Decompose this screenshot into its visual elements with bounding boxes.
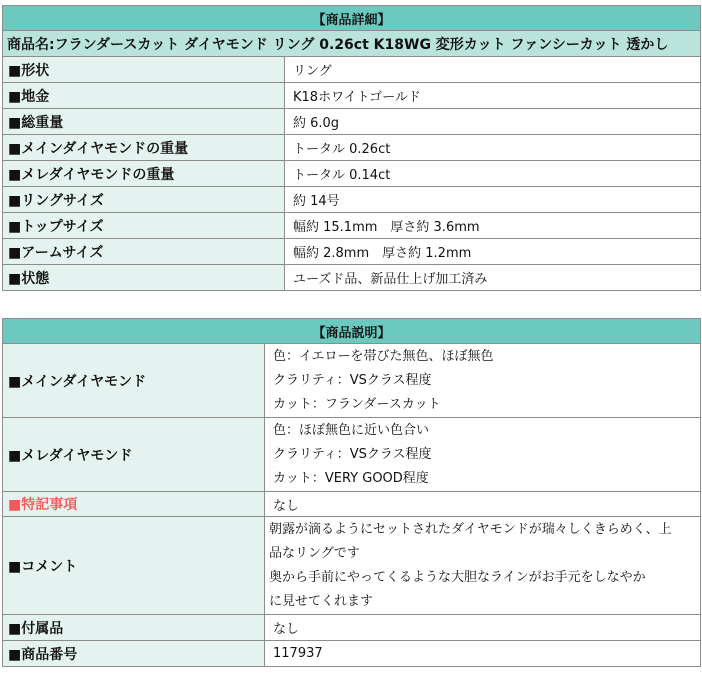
detail-label-ring-size: ■リングサイズ <box>3 187 285 213</box>
main-diamond-label: ■メインダイヤモンド <box>3 344 265 418</box>
details-header: 【商品詳細】 <box>3 6 701 31</box>
comment-line: 奥から手前にやってくるような大胆なラインがお手元をしなやか <box>269 569 646 585</box>
main-diamond-color: 色：イエローを帯びた無色、ほぼ無色 <box>273 348 494 364</box>
detail-value-metal: K18ホワイトゴールド <box>285 83 701 109</box>
melee-diamond-clarity: クラリティ：VSクラス程度 <box>273 446 432 462</box>
detail-label-top-size: ■トップサイズ <box>3 213 285 239</box>
product-number-label: ■商品番号 <box>3 641 265 667</box>
product-details-table <box>2 5 701 291</box>
detail-label-shape: ■形状 <box>3 57 285 83</box>
main-diamond-cut: カット：フランダースカット <box>273 396 441 412</box>
melee-diamond-label: ■メレダイヤモンド <box>3 418 265 492</box>
detail-value-arm-size: 幅約 2.8mm 厚さ約 1.2mm <box>285 239 701 265</box>
comment-label: ■コメント <box>3 517 265 615</box>
detail-value-total-weight: 約 6.0g <box>285 109 701 135</box>
detail-label-melee-diamond-weight: ■メレダイヤモンドの重量 <box>3 161 285 187</box>
detail-value-condition: ユーズド品、新品仕上げ加工済み <box>285 265 701 291</box>
comment-line: に見せてくれます <box>269 593 374 609</box>
special-notes-value: なし <box>265 492 701 517</box>
detail-label-arm-size: ■アームサイズ <box>3 239 285 265</box>
detail-value-shape: リング <box>285 57 701 83</box>
comment-line: 品なリングです <box>269 545 360 561</box>
detail-label-condition: ■状態 <box>3 265 285 291</box>
detail-label-total-weight: ■総重量 <box>3 109 285 135</box>
product-name: 商品名:フランダースカット ダイヤモンド リング 0.26ct K18WG 変形カット ファンシーカット 透かし <box>3 31 701 57</box>
detail-label-metal: ■地金 <box>3 83 285 109</box>
accessories-value: なし <box>265 615 701 641</box>
melee-diamond-specs <box>265 418 701 492</box>
product-number-value: 117937 <box>265 641 701 667</box>
accessories-label: ■付属品 <box>3 615 265 641</box>
comment-line: 朝露が滴るようにセットされたダイヤモンドが瑞々しくきらめく、上 <box>269 521 672 537</box>
detail-label-main-diamond-weight: ■メインダイヤモンドの重量 <box>3 135 285 161</box>
detail-value-melee-diamond-weight: トータル 0.14ct <box>285 161 701 187</box>
detail-value-top-size: 幅約 15.1mm 厚さ約 3.6mm <box>285 213 701 239</box>
special-notes-label: ■特記事項 <box>3 492 265 517</box>
melee-diamond-color: 色：ほぼ無色に近い色合い <box>273 422 430 438</box>
detail-value-main-diamond-weight: トータル 0.26ct <box>285 135 701 161</box>
melee-diamond-cut: カット：VERY GOOD程度 <box>273 470 429 486</box>
detail-value-ring-size: 約 14号 <box>285 187 701 213</box>
main-diamond-specs <box>265 344 701 418</box>
product-description-table <box>2 318 701 667</box>
comment-text <box>265 517 701 615</box>
description-header: 【商品説明】 <box>3 319 701 344</box>
main-diamond-clarity: クラリティ：VSクラス程度 <box>273 372 432 388</box>
